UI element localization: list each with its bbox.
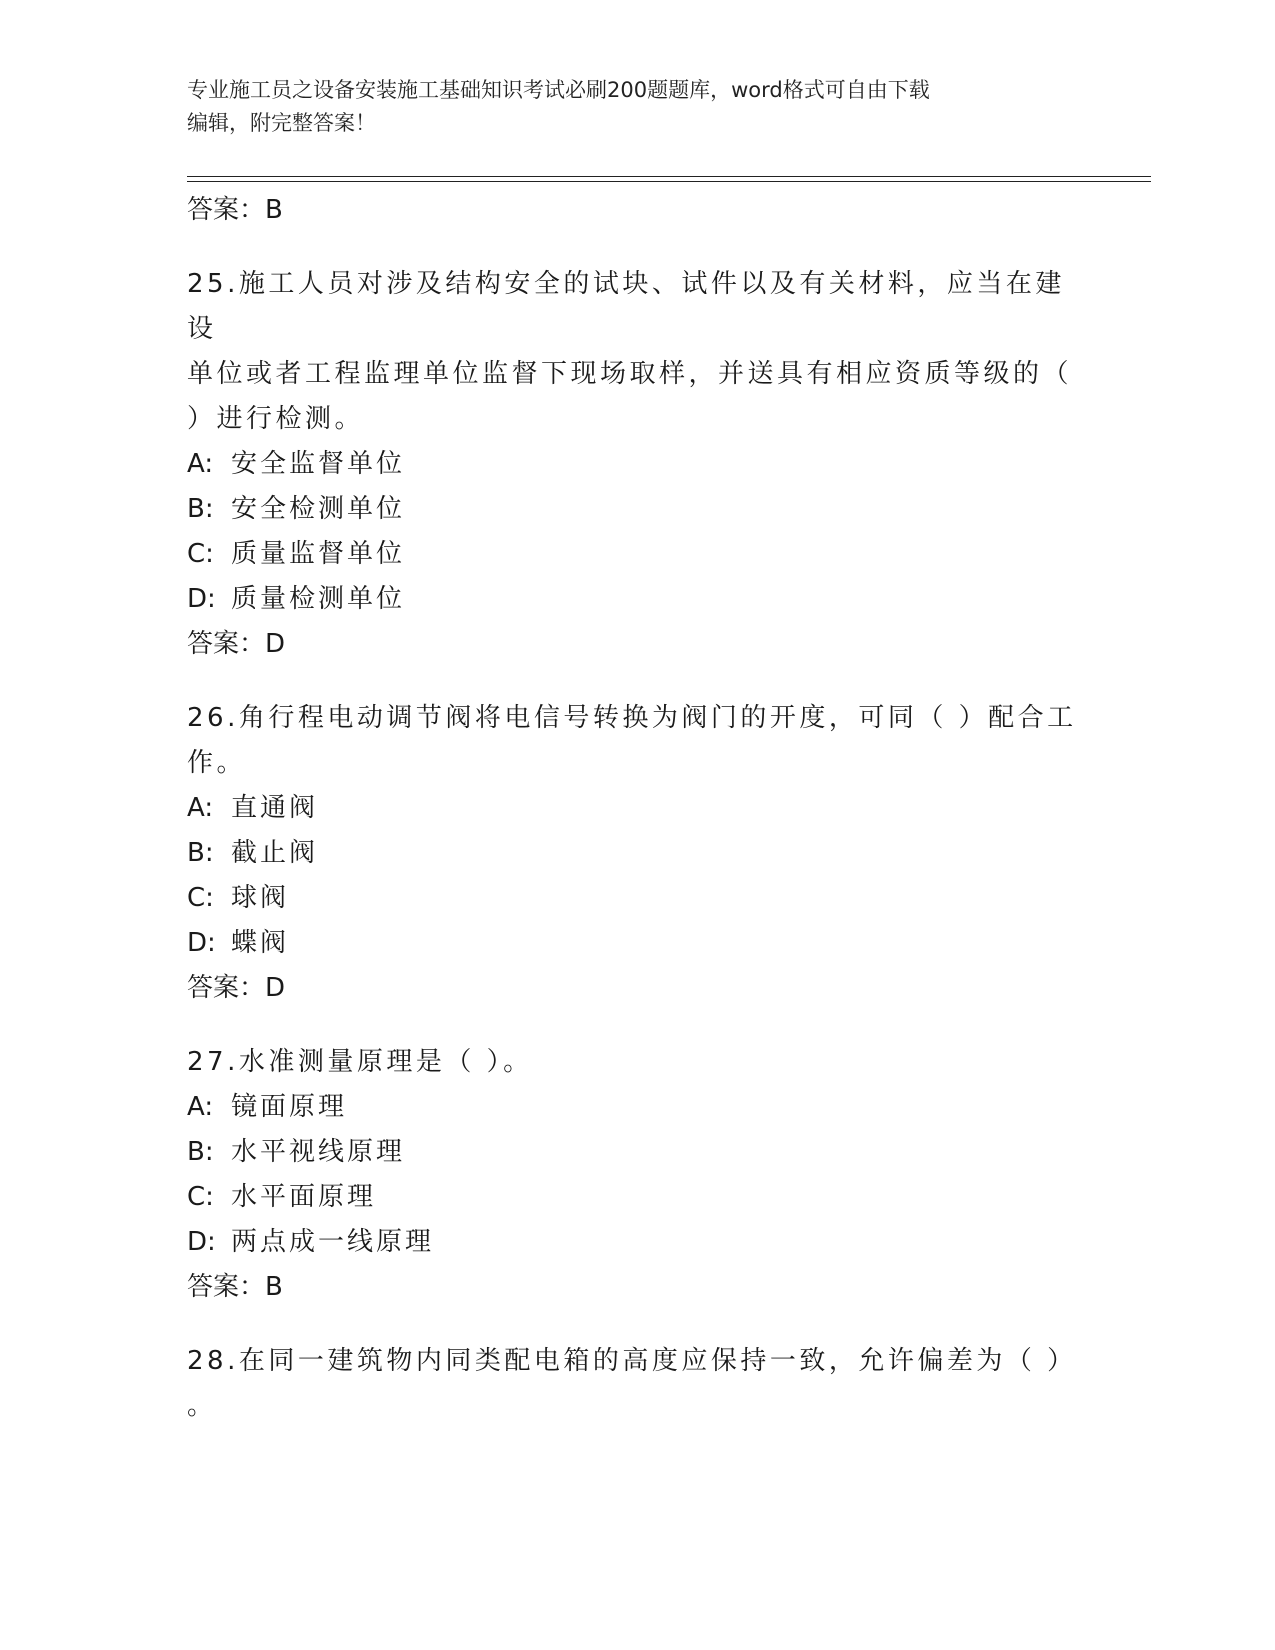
option-d (187, 577, 1087, 622)
question-block (187, 696, 1087, 1010)
document-header (187, 74, 1087, 140)
question-line: 单位或者工程监理单位监督下现场取样，并送具有相应资质等级的（ (187, 359, 1073, 389)
option-label: C: (187, 1182, 214, 1212)
option-label: D: (187, 928, 216, 958)
option-label: A: (187, 793, 214, 823)
option-text: 安全监督单位 (231, 449, 406, 479)
option-text: 蝶阀 (231, 928, 290, 958)
option-text: 质量监督单位 (231, 539, 406, 569)
question-line: 。 (187, 1391, 217, 1421)
option-label: B: (187, 494, 214, 524)
header-rule-bottom (187, 181, 1151, 182)
document-body (187, 188, 1087, 1429)
option-text: 直通阀 (231, 793, 319, 823)
option-label: D: (187, 1227, 216, 1257)
option-label: A: (187, 449, 214, 479)
answer-line: 答案：B (187, 195, 283, 225)
option-a (187, 1085, 1087, 1130)
option-c (187, 1175, 1087, 1220)
question-line: 27.水准测量原理是（ ）。 (187, 1047, 533, 1077)
header-rule-top (187, 176, 1151, 177)
option-a (187, 442, 1087, 487)
question-line: 25.施工人员对涉及结构安全的试块、试件以及有关材料，应当在建设 (187, 269, 1065, 344)
answer-line: 答案：D (187, 629, 286, 659)
answer-line: 答案：D (187, 973, 286, 1003)
answer-line: 答案：B (187, 1272, 283, 1302)
option-text: 水平面原理 (231, 1182, 377, 1212)
option-b (187, 1130, 1087, 1175)
option-d (187, 1220, 1087, 1265)
option-b (187, 487, 1087, 532)
option-text: 球阀 (231, 883, 290, 913)
option-label: C: (187, 539, 214, 569)
option-text: 镜面原理 (231, 1092, 348, 1122)
question-line: 作。 (187, 748, 247, 778)
option-text: 水平视线原理 (231, 1137, 406, 1167)
question-block (187, 262, 1087, 666)
option-text: 质量检测单位 (231, 584, 406, 614)
option-label: D: (187, 584, 216, 614)
question-block (187, 1040, 1087, 1309)
option-b (187, 831, 1087, 876)
option-text: 两点成一线原理 (231, 1227, 435, 1257)
option-label: A: (187, 1092, 214, 1122)
option-c (187, 876, 1087, 921)
option-a (187, 786, 1087, 831)
option-label: B: (187, 1137, 214, 1167)
header-line-2: 编辑，附完整答案！ (187, 111, 376, 135)
option-label: B: (187, 838, 214, 868)
question-block (187, 1339, 1087, 1429)
option-label: C: (187, 883, 214, 913)
option-d (187, 921, 1087, 966)
header-line-1: 专业施工员之设备安装施工基础知识考试必刷200题题库，word格式可自由下载 (187, 78, 930, 102)
option-text: 安全检测单位 (231, 494, 406, 524)
option-text: 截止阀 (231, 838, 319, 868)
question-line: 28.在同一建筑物内同类配电箱的高度应保持一致，允许偏差为（ ） (187, 1346, 1077, 1376)
question-line: 26.角行程电动调节阀将电信号转换为阀门的开度，可同（ ）配合工 (187, 703, 1077, 733)
option-c (187, 532, 1087, 577)
question-line: ）进行检测。 (187, 404, 365, 434)
